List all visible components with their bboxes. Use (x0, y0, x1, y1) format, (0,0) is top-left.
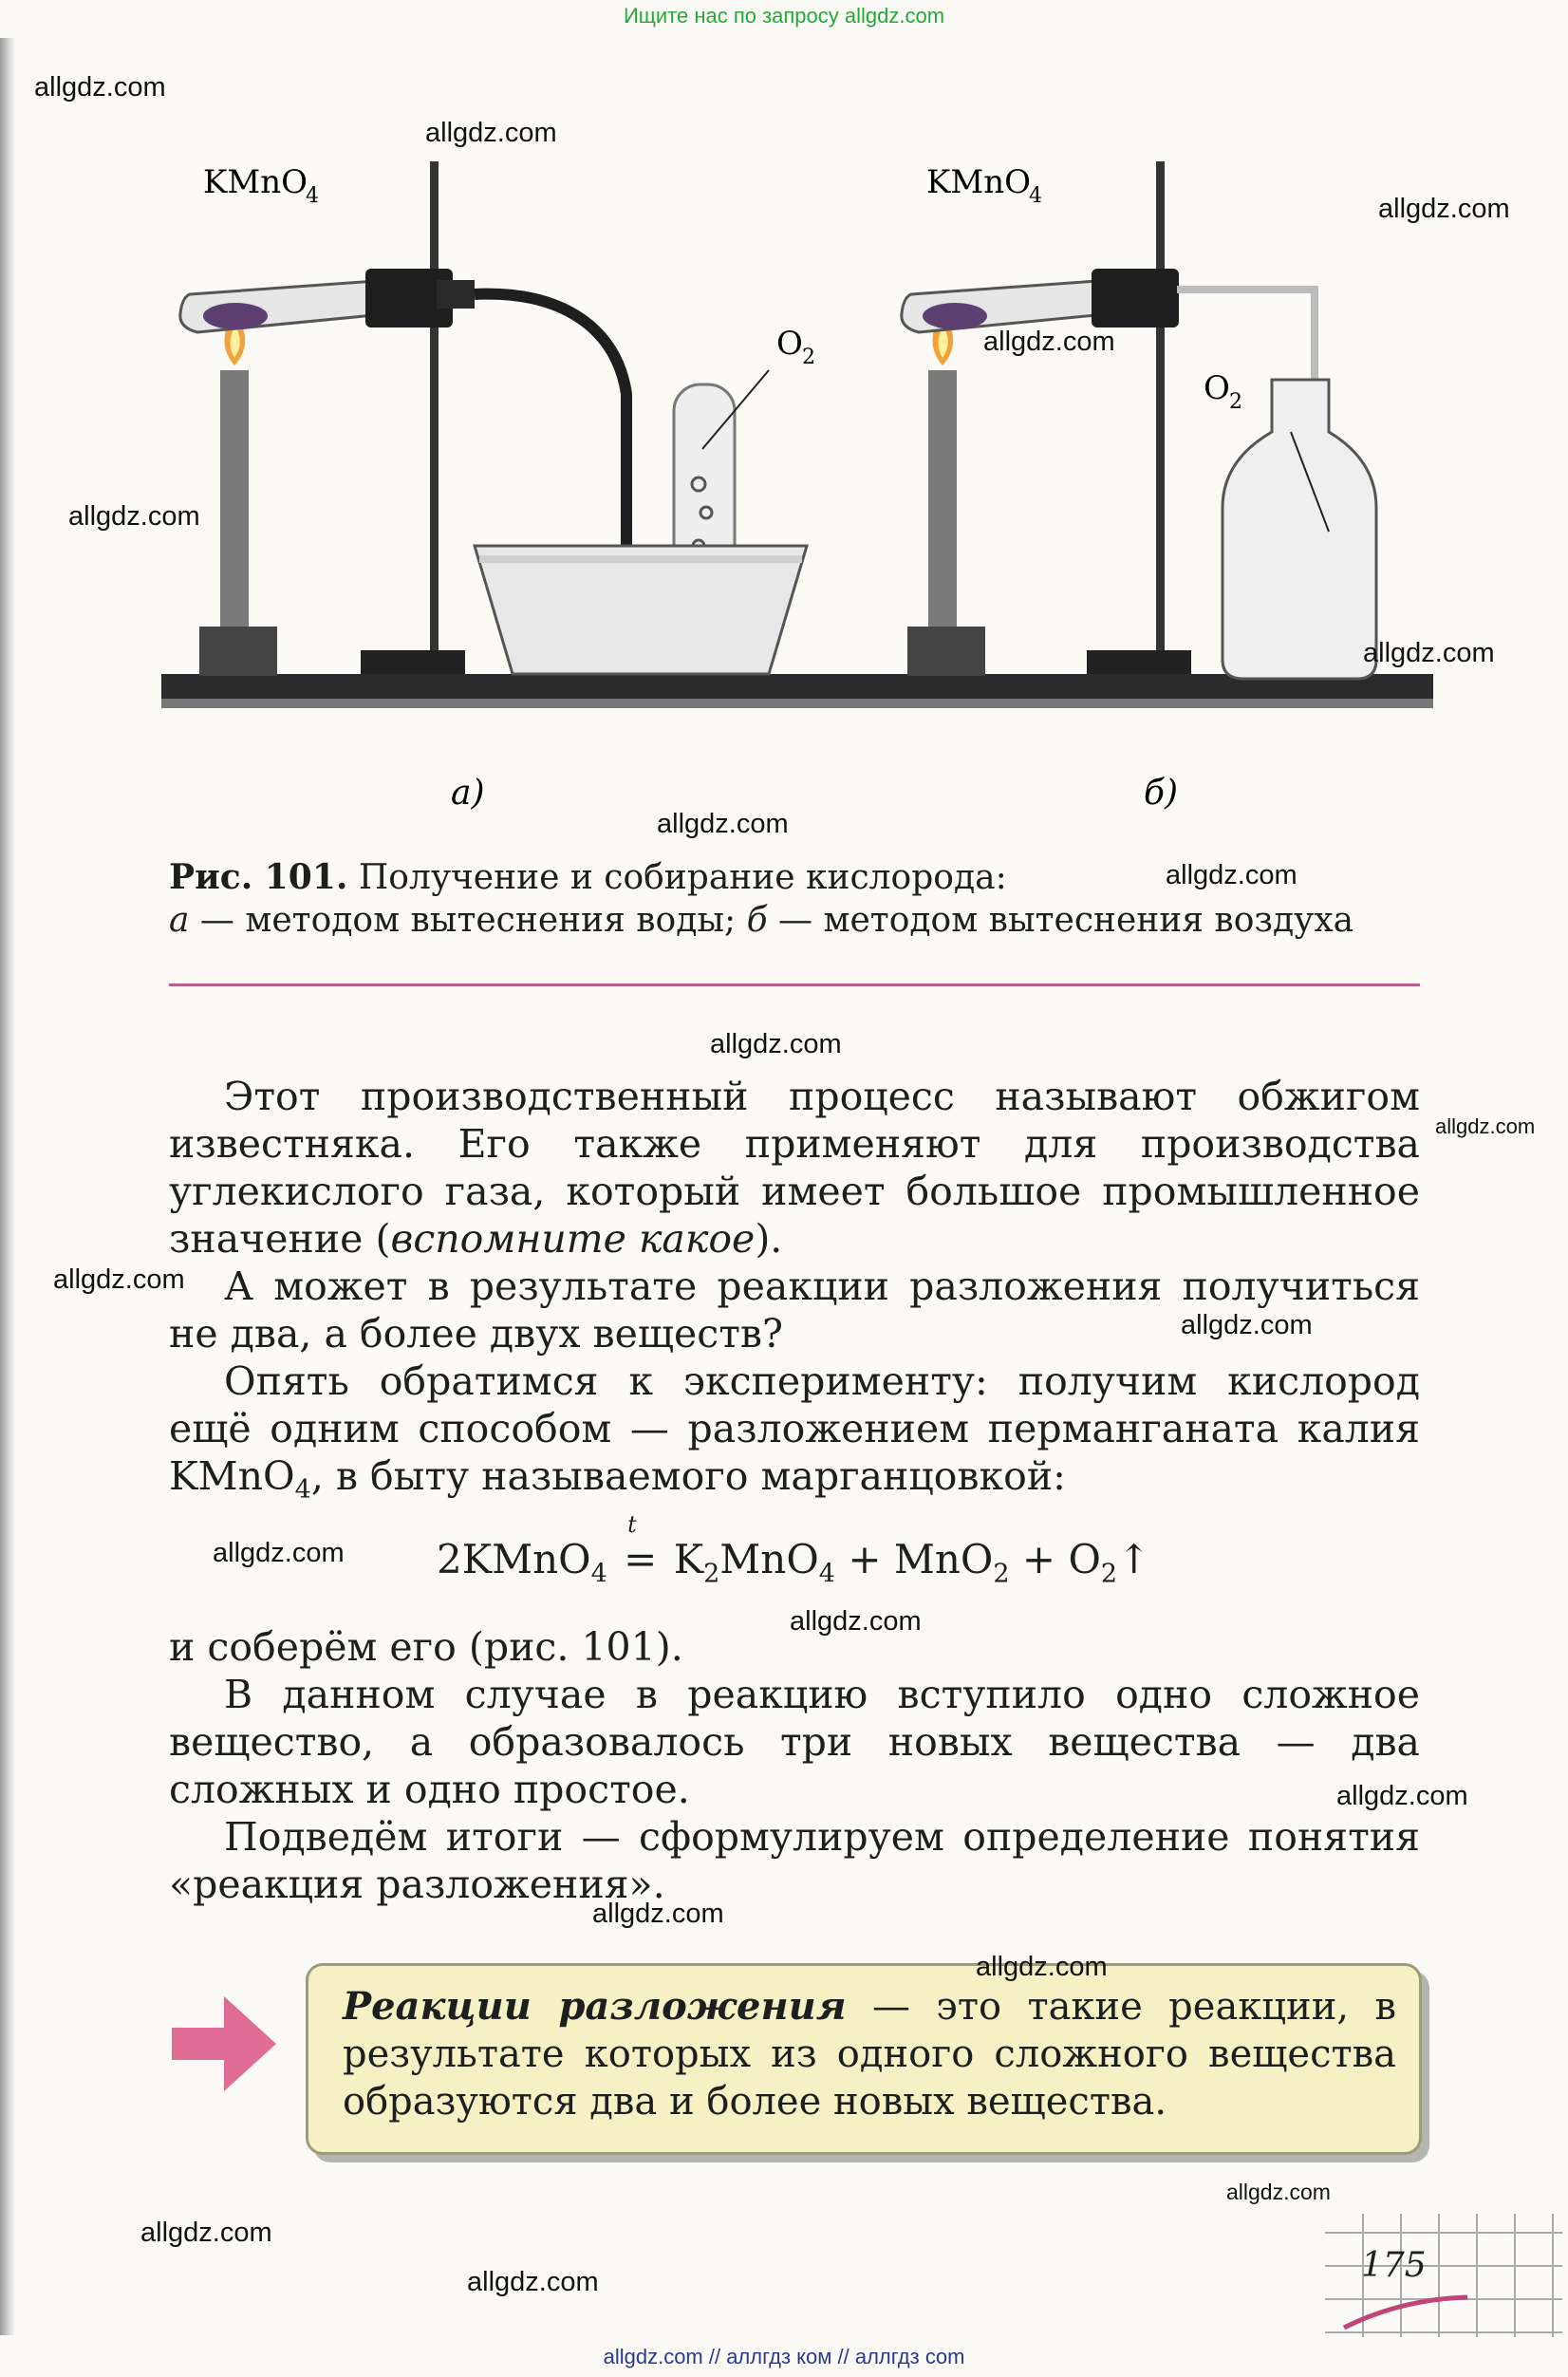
watermark: allgdz.com (1363, 638, 1495, 668)
watermark: allgdz.com (213, 1538, 345, 1568)
watermark: allgdz.com (425, 118, 557, 148)
burner-b (928, 370, 957, 646)
o2-label-b: O (1204, 369, 1230, 407)
paragraph-calcination: Этот производственный процесс называют обжигом известняка. Его также применяют для производства углекислого газа, который имеет большое промышленное значение (вспомните какое). А может в результате реакции разложения получиться не два, а более двух веществ? Опять обратимся к эксперименту: получим кислород ещё одним способом — разложением перманганата калия KMnO$_4$, в быту называемого марганцовкой: (169, 1073, 1420, 1514)
svg-text:2: 2 (1229, 390, 1242, 414)
bottom-banner[interactable]: allgdz.com // аллгдз ком // аллгдз com (603, 2345, 965, 2368)
kmno4-crystals-a (203, 303, 268, 329)
watermark: allgdz.com (976, 1952, 1108, 1982)
watermark: allgdz.com (140, 2218, 272, 2248)
watermark: allgdz.com (34, 72, 166, 103)
stand-rod-a (430, 161, 439, 674)
paragraph-conclude: Подведём итоги — сформулируем определение понятия «реакция разложения». (169, 1814, 1420, 1907)
panel-b-label: б) (1144, 774, 1179, 812)
watermark: allgdz.com (1226, 2180, 1331, 2204)
watermark: allgdz.com (1378, 194, 1510, 224)
svg-text:4: 4 (306, 184, 319, 208)
burner-a (220, 370, 249, 646)
watermark: allgdz.com (790, 1606, 922, 1637)
page-binding-edge (0, 38, 15, 2335)
oxygen-apparatus-figure (161, 147, 1433, 812)
clamp-b (1092, 269, 1179, 328)
paragraph-question: А может в результате реакции разложения получиться не два, а более двух веществ? (169, 1263, 1420, 1357)
svg-text:4: 4 (1029, 184, 1042, 208)
page-number: 175 (1361, 2246, 1427, 2285)
kmno4-crystals-b (923, 303, 987, 329)
decomposition-equation: 2KMnO$_4$ = t $K_2MnO_4 + MnO_2$ + $O_2↑$ (437, 1511, 1151, 1589)
caption-divider (169, 983, 1420, 986)
kmno4-label-b: KMnO (926, 163, 1031, 201)
watermark: allgdz.com (592, 1899, 724, 1929)
o2-label-a: O (776, 325, 803, 363)
watermark: allgdz.com (53, 1264, 185, 1295)
paragraph-experiment: Опять обратимся к эксперименту: получим кислород ещё одним способом — разложением перманганата калия KMnO$_4$, в быту называемого марганцовкой: (169, 1358, 1420, 1506)
watermark: allgdz.com (1435, 1114, 1536, 1138)
watermark: allgdz.com (68, 501, 200, 532)
watermark: allgdz.com (467, 2267, 599, 2297)
watermark: allgdz.com (1181, 1310, 1313, 1340)
kmno4-label-a: KMnO (203, 163, 308, 201)
stand-rod-b (1156, 161, 1165, 674)
figure-caption: Рис. 101. Получение и собирание кислорода: а — методом вытеснения воды; б — методом вытеснения воздуха (169, 857, 1354, 940)
svg-text:2: 2 (802, 346, 815, 369)
paragraph-summary-case: В данном случае в реакцию вступило одно сложное вещество, а образовалось три новых вещества — два сложных и одно простое. (169, 1672, 1420, 1812)
watermark: allgdz.com (983, 327, 1115, 357)
panel-a-label: а) (451, 774, 485, 812)
definition-text: Реакции разложения — это такие реакции, в результате которых из одного сложного вещества образуются два и более новых вещества. (343, 1984, 1397, 2124)
gas-bottle-b (1223, 380, 1376, 679)
water-basin-a (475, 546, 807, 674)
paragraph-collect: и соберём его (рис. 101). В данном случае в реакцию вступило одно сложное вещество, а образовалось три новых вещества — два сложных и одно простое. Подведём итоги — сформулируем определение понятия «реакция разложения». (169, 1624, 1420, 1907)
watermark: allgdz.com (657, 809, 789, 839)
top-banner[interactable]: Ищите нас по запросу allgdz.com (623, 4, 945, 28)
definition-box (306, 1963, 1422, 2155)
arrow-right-icon (167, 1992, 281, 2096)
watermark: allgdz.com (710, 1029, 842, 1059)
watermark: allgdz.com (1166, 860, 1297, 890)
watermark: allgdz.com (1336, 1781, 1468, 1811)
